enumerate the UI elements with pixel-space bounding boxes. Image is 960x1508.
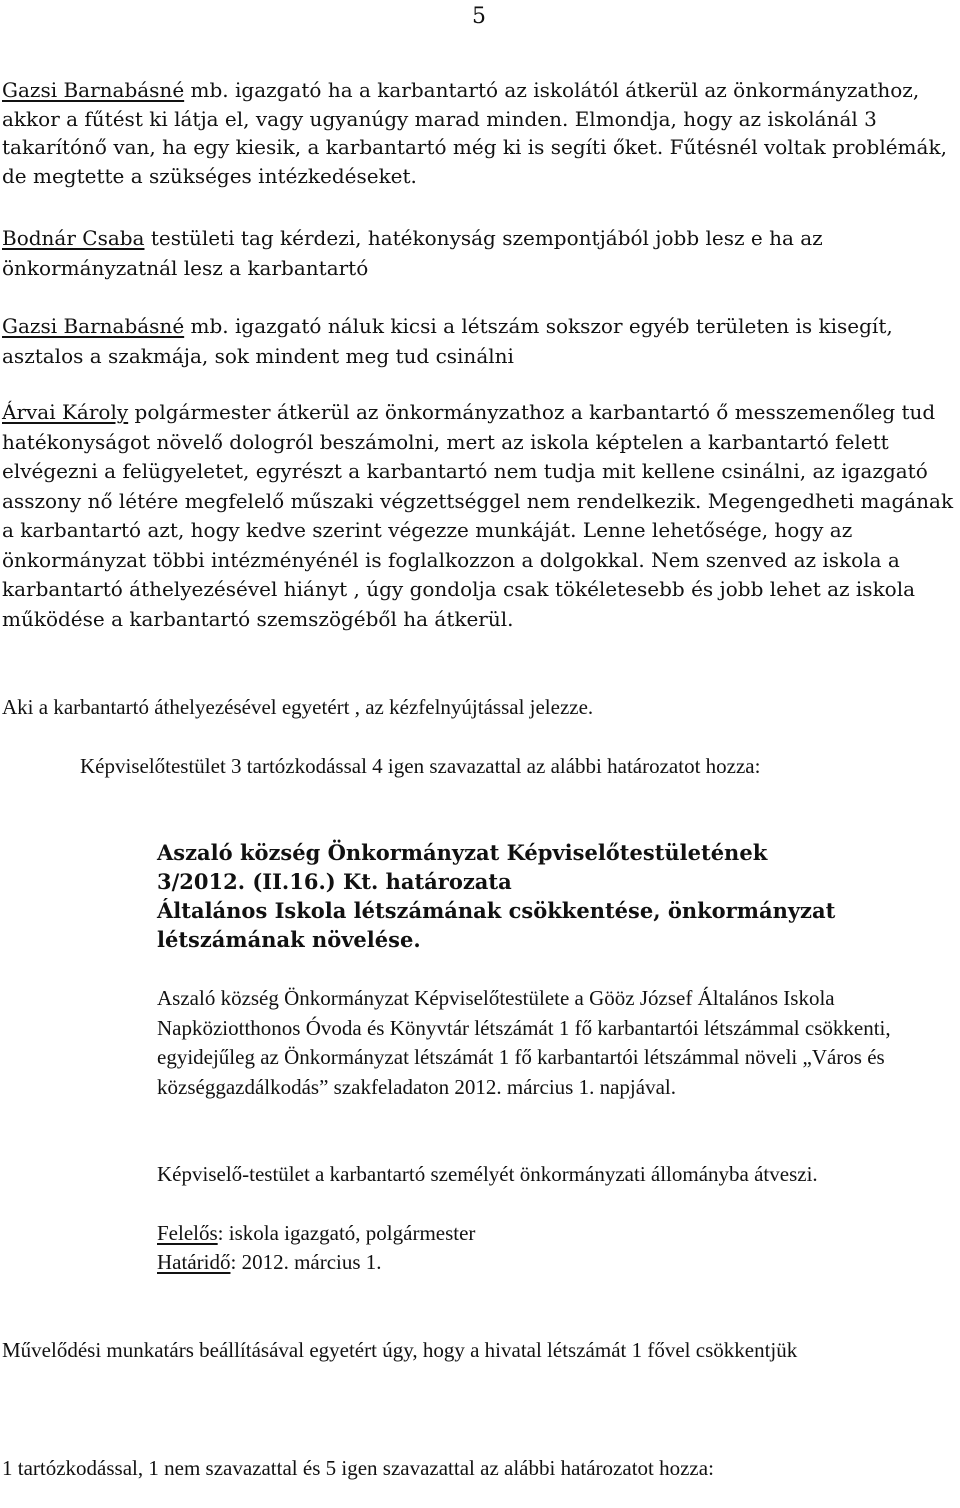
resolution-number: 3/2012. (II.16.) Kt. határozata bbox=[157, 869, 512, 894]
deadline-label: Határidő bbox=[157, 1250, 231, 1274]
paragraph-vote-result-2: 1 tartózkodással, 1 nem szavazattal és 5 igen szavazattal az alábbi határozatot hozza: bbox=[2, 1456, 714, 1480]
paragraph-vote-result-1: Képviselőtestület 3 tartózkodással 4 igen szavazattal az alábbi határozatot hozza: bbox=[80, 754, 761, 778]
paragraph-staff: Művelődési munkatárs beállításával egyetért úgy, hogy a hivatal létszámát 1 fővel csökkentjük bbox=[2, 1338, 798, 1362]
paragraph-gazsi-1 bbox=[2, 76, 960, 190]
paragraph-vote-call: Aki a karbantartó áthelyezésével egyetért , az kézfelnyújtással jelezze. bbox=[2, 695, 594, 719]
paragraph-text: testületi tag kérdezi, hatékonyság szempontjából jobb lesz e ha az önkormányzatnál lesz a karbantartó bbox=[2, 226, 823, 280]
speaker-name: Gazsi Barnabásné bbox=[2, 314, 185, 338]
paragraph-text: mb. igazgató ha a karbantartó az iskolától átkerül az önkormányzathoz, akkor a fűtést ki látja el, vagy ugyanúgy marad minden. Elmondja, hogy az iskolánál 3 takarítónő van, ha egy kiesik, a karbantartó még ki is segíti őket. Fűtésnél voltak problémák, de megtette a szükséges intézkedéseket. bbox=[2, 78, 947, 188]
speaker-name: Gazsi Barnabásné bbox=[2, 78, 185, 102]
resolution-heading bbox=[157, 838, 960, 954]
deadline-value: : 2012. március 1. bbox=[230, 1250, 382, 1274]
paragraph-text: mb. igazgató náluk kicsi a létszám sokszor egyéb területen is kisegít, asztalos a szakmája, sok mindent meg tud csinálni bbox=[2, 314, 893, 368]
resolution-subject: Általános Iskola létszámának csökkentése, önkormányzat létszámának növelése. bbox=[157, 898, 836, 952]
responsible-label: Felelős bbox=[157, 1221, 218, 1245]
resolution-body-1: Aszaló község Önkormányzat Képviselőtestülete a Gööz József Általános Iskola Napköziotthonos Óvoda és Könyvtár létszámát 1 fő karbantartói létszámmal csökkenti, egyidejűleg az Önkormányzat létszámát 1 fő karbantartói létszámmal növeli „Város és községgazdálkodás” szakfeladaton 2012. március 1. napjával. bbox=[157, 986, 891, 1099]
resolution-title: Aszaló község Önkormányzat Képviselőtestületének bbox=[157, 840, 768, 865]
responsible-line bbox=[157, 1219, 960, 1249]
speaker-name: Bodnár Csaba bbox=[2, 226, 145, 250]
paragraph-gazsi-2 bbox=[2, 312, 960, 371]
paragraph-text: polgármester átkerül az önkormányzathoz a karbantartó ő messzemenőleg tud hatékonyságot növelő dologról beszámolni, mert az iskola képtelen a karbantartó felett elvégezni a felügyeletet, egyrészt a karbantartó nem tudja mit kellene csinálni, az igazgató asszony nő létére megfelelő műszaki végzettséggel nem rendelkezik. Megengedheti magának a karbantartó azt, hogy kedve szerint végezze munkáját. Lenne lehetősége, hogy az önkormányzat többi intézményénél is foglalkozzon a dolgokkal. Nem szenved az iskola a karbantartó áthelyezésével hiányt , úgy gondolja csak tökéletesebb és jobb lehet az iskola működése a karbantartó szemszögéből ha átkerül. bbox=[2, 400, 954, 631]
paragraph-bodnar bbox=[2, 224, 960, 283]
page-number: 5 bbox=[472, 4, 486, 29]
speaker-name: Árvai Károly bbox=[2, 400, 129, 424]
deadline-line bbox=[157, 1248, 960, 1278]
resolution-body-2: Képviselő-testület a karbantartó személyét önkormányzati állományba átveszi. bbox=[157, 1162, 818, 1186]
paragraph-arvai bbox=[2, 398, 960, 634]
responsible-value: : iskola igazgató, polgármester bbox=[217, 1221, 476, 1245]
